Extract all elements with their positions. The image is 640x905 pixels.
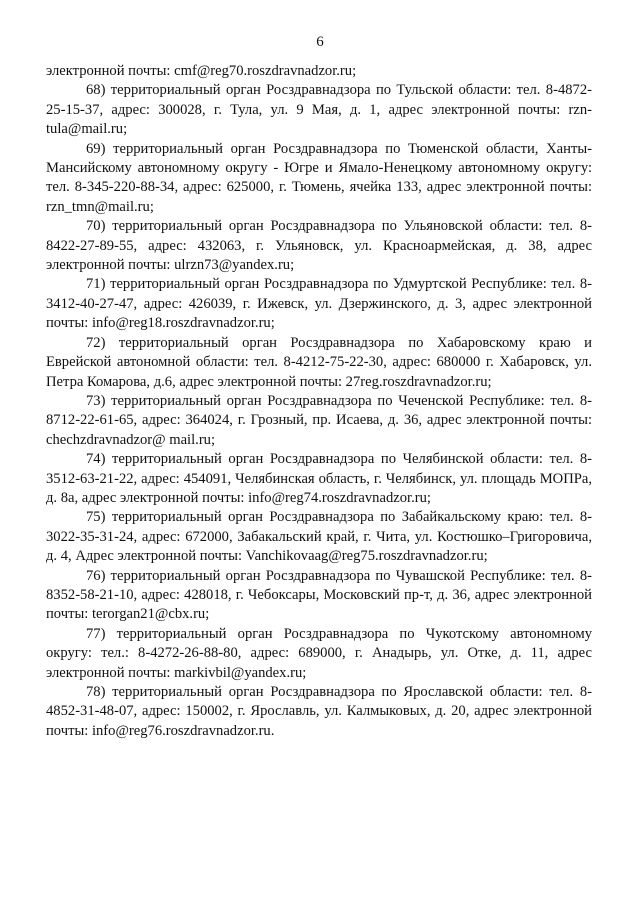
list-item-71: 71) территориальный орган Росздравнадзора по Удмуртской Республике: тел. 8-3412-40-27-47, адрес: 426039, г. Ижевск, ул. Дзержинского, д. 3, адрес электронной почты: info@reg18.roszdravnadzor.ru; [46, 276, 592, 332]
list-item-74: 74) территориальный орган Росздравнадзора по Челябинской области: тел. 8-3512-63-21-22, адрес: 454091, Челябинская область, г. Челябинск, ул. площадь МОПРа, д. 8а, адрес электронной почты: info@reg74.roszdravnadzor.ru; [46, 451, 592, 506]
lead-in-text: электронной почты: cmf@reg70.roszdravnadzor.ru; [46, 63, 357, 79]
list-item-73: 73) территориальный орган Росздравнадзора по Чеченской Республике: тел. 8-8712-22-61-65, адрес: 364024, г. Грозный, пр. Исаева, д. 36, адрес электронной почты: chechzdravnadzor@ mail.ru; [46, 392, 592, 448]
list-item-75: 75) территориальный орган Росздравнадзора по Забайкальскому краю: тел. 8-3022-35-31-24, адрес: 672000, Забакальский край, г. Чита, ул. Костюшко–Григоровича, д. 4, Адрес электронной почты: Vanchikovaag@reg75.roszdravnadzor.ru; [46, 509, 592, 565]
list-item-78: 78) территориальный орган Росздравнадзора по Ярославской области: тел. 8-4852-31-48-07, адрес: 150002, г. Ярославль, ул. Калмыковых, д. 20, адрес электронной почты: info@reg76.roszdravnadzor.ru. [46, 684, 592, 739]
list-item-76: 76) территориальный орган Росздравнадзора по Чувашской Республике: тел. 8-8352-58-21-10, адрес: 428018, г. Чебоксары, Московский пр-т, д. 36, адрес электронной почты: terorgan21@cbx.ru; [46, 567, 592, 623]
document-body [46, 62, 592, 741]
list-item-70: 70) территориальный орган Росздравнадзора по Ульяновской области: тел. 8-8422-27-89-55, адрес: 432063, г. Ульяновск, ул. Красноармейская, д. 38, адрес электронной почты: ulrzn73@yandex.ru; [46, 218, 592, 274]
list-item-69: 69) территориальный орган Росздравнадзора по Тюменской области, Ханты-Мансийскому автономному округу - Югре и Ямало-Ненецкому автономному округу: тел. 8-345-220-88-34, адрес: 625000, г. Тюмень, ячейка 133, адрес электронной почты: rzn_tmn@mail.ru; [46, 140, 592, 215]
page-number: 6 [316, 34, 324, 50]
list-item-68: 68) территориальный орган Росздравнадзора по Тульской области: тел. 8-4872-25-15-37, адрес: 300028, г. Тула, ул. 9 Мая, д. 1, адрес электронной почты: rzn-tula@mail.ru; [46, 82, 592, 138]
list-item-72: 72) территориальный орган Росздравнадзора по Хабаровскому краю и Еврейской автономной области: тел. 8-4212-75-22-30, адрес: 680000 г. Хабаровск, ул. Петра Комарова, д.6, адрес электронной почты: 27reg.roszdravnadzor.ru; [46, 334, 592, 390]
list-item-77: 77) территориальный орган Росздравнадзора по Чукотскому автономному округу: тел.: 8-4272-26-88-80, адрес: 689000, г. Анадырь, ул. Отке, д. 11, адрес электронной почты: markivbil@yandex.ru; [46, 625, 592, 681]
